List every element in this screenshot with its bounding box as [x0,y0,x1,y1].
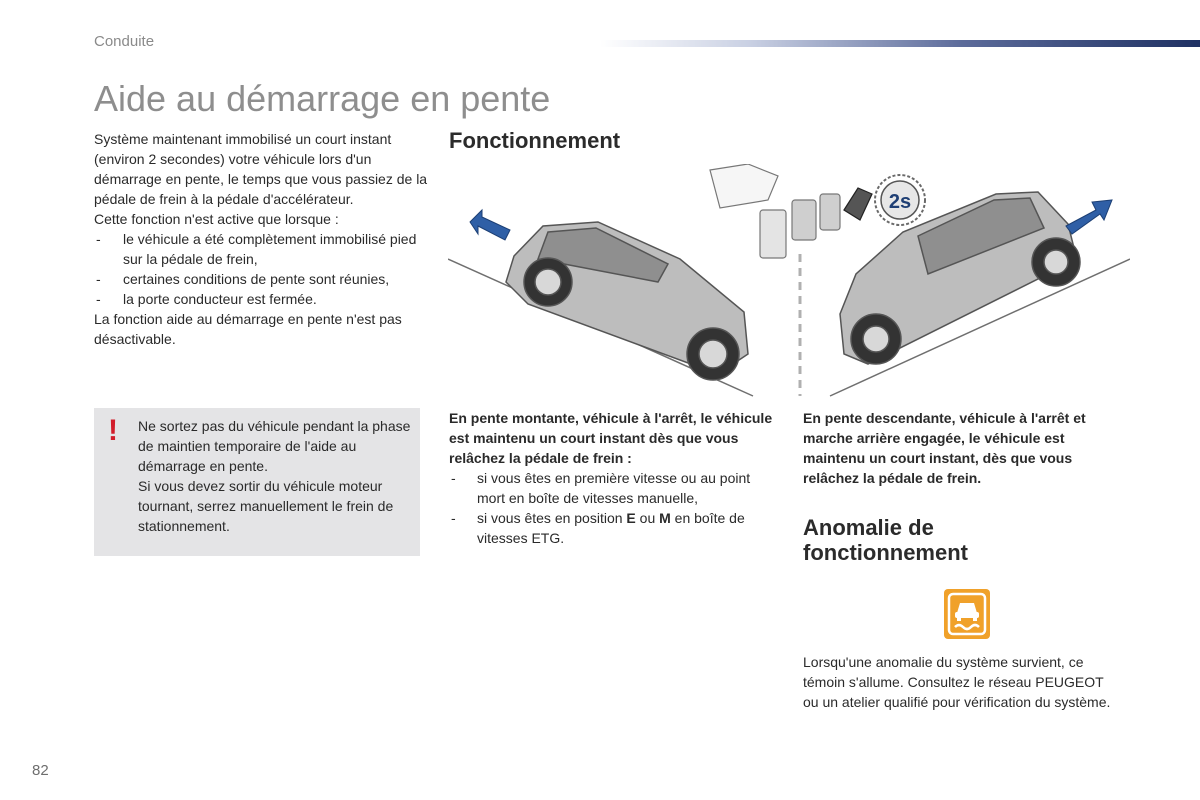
heading-anomalie: Anomalie de fonctionnement [803,515,968,565]
warning-paragraph: Si vous devez sortir du véhicule moteur tournant, serrez manuellement le frein de stationnement. [138,478,394,534]
pedals-icon [710,164,872,258]
list-item: - le véhicule a été complètement immobilisé pied sur la pédale de frein, [94,229,434,269]
timer-label: 2s [888,191,912,213]
arrow-uphill-icon [470,210,510,240]
section-label: Conduite [94,33,155,50]
downhill-lead: En pente descendante, véhicule à l'arrêt et marche arrière engagée, le véhicule est maintenu un court instant, dès que vous relâchez la pédale de frein. [803,410,1086,486]
warning-paragraph: Ne sortez pas du véhicule pendant la phase de maintien temporaire de l'aide au démarrage en pente. [138,418,411,474]
heading-fonctionnement: Fonctionnement [449,128,621,153]
intro-paragraph: Cette fonction n'est active que lorsque : [94,211,339,227]
list-item: - certaines conditions de pente sont réunies, [94,269,434,289]
car-downhill-icon [840,192,1080,364]
warning-text [138,416,414,536]
uphill-conditions-list [449,468,774,548]
uphill-lead: En pente montante, véhicule à l'arrêt, le véhicule est maintenu un court instant dès que vous relâchez la pédale de frein : [449,410,773,466]
uphill-description [449,408,774,548]
page-number: 82 [32,762,49,779]
page-title: Aide au démarrage en pente [94,78,551,119]
warning-exclamation-icon: ! [108,414,118,447]
timer-2s-icon [875,175,925,225]
list-item: - la porte conducteur est fermée. [94,289,434,309]
header-bar [600,40,1200,47]
arrow-downhill-icon [1066,200,1112,234]
gear-e-label: E [626,510,636,526]
intro-paragraph: La fonction aide au démarrage en pente n'est pas désactivable. [94,311,402,347]
intro-paragraph: Système maintenant immobilisé un court instant (environ 2 secondes) votre véhicule lors d'un démarrage en pente, le temps que vous passiez de la pédale de frein à la pédale d'accélérateur. [94,131,428,207]
hill-start-illustration [448,164,1130,398]
downhill-description [803,408,1123,488]
car-uphill-icon [506,222,748,380]
conditions-list [94,229,434,309]
list-item: - si vous êtes en position E ou M en boîte de vitesses ETG. [449,508,774,548]
anomalie-text [803,652,1113,712]
list-item: - si vous êtes en première vitesse ou au point mort en boîte de vitesses manuelle, [449,468,774,508]
intro-text [94,129,434,349]
anomalie-paragraph: Lorsqu'une anomalie du système survient, ce témoin s'allume. Consultez le réseau PEUGEOT ou un atelier qualifié pour vérification du système. [803,654,1111,710]
stability-warning-light-icon [944,589,990,639]
gear-m-label: M [659,510,671,526]
